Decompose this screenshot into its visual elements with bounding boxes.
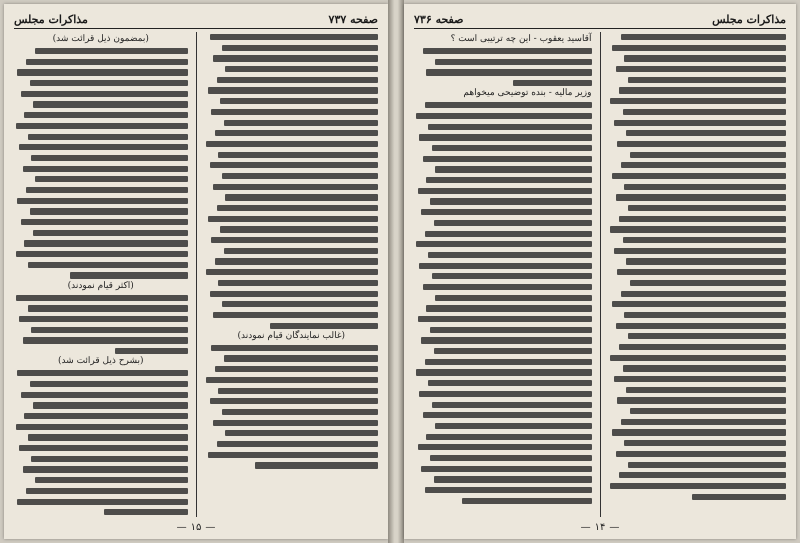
text-line	[35, 477, 188, 483]
text-line	[435, 295, 591, 301]
text-line	[426, 434, 591, 440]
text-line	[19, 316, 187, 322]
text-block	[14, 293, 188, 355]
text-line	[206, 269, 378, 275]
text-line	[218, 280, 378, 286]
text-line	[208, 216, 378, 222]
text-line	[224, 120, 378, 126]
text-line	[423, 48, 592, 54]
text-line	[513, 80, 591, 86]
text-line	[270, 323, 378, 329]
text-line	[210, 398, 378, 404]
text-line	[432, 273, 592, 279]
text-block	[205, 343, 379, 469]
text-line	[31, 456, 187, 462]
text-line	[19, 144, 187, 150]
left-page-header	[14, 10, 378, 29]
right-footer-page-number: ۱۴	[594, 522, 606, 533]
text-line	[423, 156, 592, 162]
text-line	[218, 388, 378, 394]
text-line	[16, 123, 188, 129]
text-block	[14, 368, 188, 515]
text-line	[614, 376, 786, 382]
text-line	[210, 291, 378, 297]
text-line	[435, 59, 591, 65]
text-line	[416, 369, 592, 375]
text-line	[16, 295, 188, 301]
text-line	[211, 237, 378, 243]
text-line	[213, 312, 378, 318]
text-line	[624, 312, 786, 318]
text-line	[23, 466, 188, 472]
text-line	[610, 355, 786, 361]
text-line	[628, 333, 786, 339]
text-line	[17, 69, 187, 75]
text-line	[421, 209, 591, 215]
text-line	[16, 424, 188, 430]
right-column-right	[414, 32, 592, 517]
text-line	[26, 488, 187, 494]
text-line	[217, 441, 378, 447]
text-line	[616, 323, 786, 329]
text-line	[213, 184, 378, 190]
text-line	[425, 359, 592, 365]
text-line	[614, 120, 786, 126]
text-line	[215, 258, 378, 264]
text-line	[617, 397, 786, 403]
text-line	[619, 344, 786, 350]
text-line	[16, 251, 188, 257]
text-line	[418, 188, 592, 194]
right-page	[404, 4, 796, 539]
text-line	[255, 462, 378, 468]
text-line	[225, 66, 378, 72]
text-line	[430, 455, 592, 461]
text-line	[626, 258, 786, 264]
right-header-title: مذاکرات مجلس	[712, 12, 786, 26]
text-line	[208, 452, 378, 458]
text-line	[630, 152, 786, 158]
text-line	[210, 162, 378, 168]
text-line	[628, 462, 786, 468]
text-line	[619, 216, 786, 222]
left-page-footer: —۱۵—	[176, 522, 216, 533]
text-line	[623, 365, 786, 371]
right-marker-2: وزیر مالیه - بنده توضیحی میخواهم	[463, 88, 592, 99]
text-block	[205, 32, 379, 329]
text-line	[33, 230, 187, 236]
text-line	[426, 305, 591, 311]
text-line	[621, 162, 786, 168]
text-line	[432, 145, 592, 151]
text-line	[434, 220, 592, 226]
text-line	[434, 348, 592, 354]
text-line	[610, 226, 786, 232]
text-line	[23, 337, 188, 343]
text-line	[418, 444, 592, 450]
text-line	[222, 301, 378, 307]
text-line	[28, 434, 188, 440]
left-page	[4, 4, 388, 539]
text-line	[435, 166, 591, 172]
text-line	[33, 101, 187, 107]
text-line	[616, 66, 786, 72]
text-line	[213, 55, 378, 61]
text-line	[425, 231, 592, 237]
text-line	[21, 91, 188, 97]
text-line	[692, 494, 786, 500]
text-line	[419, 134, 591, 140]
text-line	[624, 184, 786, 190]
text-line	[26, 187, 187, 193]
text-block	[14, 46, 188, 279]
text-line	[430, 327, 592, 333]
text-line	[215, 130, 378, 136]
text-line	[426, 177, 591, 183]
right-header-page-number: صفحه ۷۳۶	[414, 12, 464, 26]
right-marker-1: آقاسید یعقوب - این چه ترتیبی است ؟	[450, 34, 592, 44]
right-page-footer: —۱۴—	[580, 522, 620, 533]
text-line	[624, 55, 786, 61]
column-rule	[600, 32, 601, 517]
text-line	[19, 445, 187, 451]
column-rule	[196, 32, 197, 517]
text-line	[432, 402, 592, 408]
text-line	[623, 237, 786, 243]
text-line	[624, 440, 786, 446]
text-line	[213, 420, 378, 426]
text-line	[217, 77, 378, 83]
text-line	[210, 34, 378, 40]
left-marker-1: (بمضمون ذیل قرائت شد)	[52, 34, 149, 44]
text-line	[628, 205, 786, 211]
text-line	[435, 423, 591, 429]
text-line	[206, 377, 378, 383]
text-line	[426, 69, 591, 75]
text-line	[23, 166, 188, 172]
text-line	[626, 387, 786, 393]
text-line	[225, 194, 378, 200]
text-line	[17, 370, 187, 376]
text-line	[610, 483, 786, 489]
text-line	[28, 134, 188, 140]
text-line	[428, 252, 591, 258]
text-line	[31, 327, 187, 333]
text-line	[30, 80, 188, 86]
text-line	[218, 152, 378, 158]
text-line	[425, 487, 592, 493]
text-line	[17, 198, 187, 204]
text-line	[428, 380, 591, 386]
text-line	[33, 402, 187, 408]
text-line	[617, 141, 786, 147]
text-line	[206, 141, 378, 147]
text-line	[208, 87, 378, 93]
text-line	[222, 173, 378, 179]
left-page-columns	[14, 32, 378, 517]
text-line	[421, 466, 591, 472]
text-line	[115, 348, 188, 354]
text-line	[416, 113, 592, 119]
text-line	[612, 429, 786, 435]
text-block	[414, 100, 592, 504]
left-footer-page-number: ۱۵	[190, 522, 202, 533]
text-line	[224, 355, 378, 361]
text-line	[421, 337, 591, 343]
text-line	[612, 173, 786, 179]
text-line	[626, 130, 786, 136]
text-line	[423, 284, 592, 290]
text-line	[630, 280, 786, 286]
text-line	[621, 291, 786, 297]
text-line	[616, 194, 786, 200]
text-line	[215, 366, 378, 372]
text-line	[610, 98, 786, 104]
text-line	[21, 392, 188, 398]
text-line	[28, 305, 188, 311]
text-line	[211, 345, 378, 351]
text-line	[220, 226, 378, 232]
text-line	[612, 301, 786, 307]
text-line	[222, 45, 378, 51]
text-line	[217, 205, 378, 211]
text-line	[104, 509, 187, 515]
text-line	[35, 176, 188, 182]
text-line	[30, 381, 188, 387]
text-line	[24, 240, 187, 246]
text-block	[414, 46, 592, 86]
text-line	[211, 109, 378, 115]
text-line	[17, 499, 187, 505]
text-line	[225, 430, 378, 436]
text-line	[430, 198, 592, 204]
text-line	[418, 316, 592, 322]
text-line	[24, 112, 187, 118]
text-line	[419, 391, 591, 397]
text-line	[26, 59, 187, 65]
text-line	[619, 472, 786, 478]
text-line	[617, 269, 786, 275]
text-line	[21, 219, 188, 225]
text-line	[425, 102, 592, 108]
text-line	[416, 241, 592, 247]
text-line	[628, 77, 786, 83]
text-line	[614, 248, 786, 254]
book-gutter	[388, 0, 404, 543]
left-marker-3: (بشرح ذیل قرائت شد)	[57, 356, 144, 367]
text-block	[609, 32, 787, 500]
text-line	[30, 208, 188, 214]
text-line	[428, 124, 591, 130]
right-column-left	[609, 32, 787, 517]
left-marker-4: (غالب نمایندگان قیام نمودند)	[237, 330, 346, 341]
text-line	[621, 419, 786, 425]
left-column-left	[205, 32, 379, 517]
left-header-page-number: صفحه ۷۳۷	[328, 12, 378, 26]
text-line	[630, 408, 786, 414]
text-line	[434, 476, 592, 482]
text-line	[419, 263, 591, 269]
text-line	[619, 87, 786, 93]
text-line	[28, 262, 188, 268]
left-marker-2: (اکثر قیام نمودند)	[67, 280, 134, 291]
right-page-header	[414, 10, 786, 29]
left-header-title: مذاکرات مجلس	[14, 12, 88, 26]
text-line	[462, 498, 592, 504]
text-line	[31, 155, 187, 161]
left-column-right	[14, 32, 188, 517]
text-line	[224, 248, 378, 254]
text-line	[623, 109, 786, 115]
text-line	[35, 48, 188, 54]
text-line	[621, 34, 786, 40]
text-line	[423, 412, 592, 418]
text-line	[70, 272, 188, 278]
text-line	[24, 413, 187, 419]
text-line	[222, 409, 378, 415]
text-line	[616, 451, 786, 457]
text-line	[220, 98, 378, 104]
text-line	[612, 45, 786, 51]
right-page-columns	[414, 32, 786, 517]
